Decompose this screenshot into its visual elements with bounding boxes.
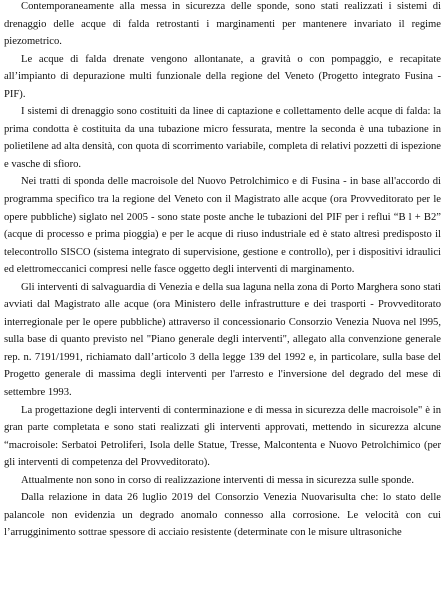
paragraph-safeguard-interventions: Gli interventi di salvaguardia di Venezia e della sua laguna nella zona di Porto Marghera sono stati avviati dal Magistrato alle acque (ora Ministero delle infrastrutture e dei trasporti - Provveditorato interregionale per le opere pubbliche) attraverso il concessionario Consorzio Venezia Nuova nel l995, sulla base di quanto previsto nel "Piano generale degli interventi", allegato alla convenzione generale rep. n. 7191/1991, richiamato dall’articolo 3 della legge 139 del 1992 e, in particolare, sulla base del Progetto generale di massima degli interventi per l'arresto e l'inversione del degrado del mese di settembre 1993. <box>4 281 441 399</box>
paragraph-containment-design: La progettazione degli interventi di conterminazione e di messa in sicurezza delle macroisole" è in gran parte completata e sono stati realizzati gli interventi approvati, mettendo in sicurezza alcune “macroisole: Serbatoi Petroliferi, Isola delle Statue, Tresse, Malcontenta e Nuovo Petrolchimico (per gli interventi di competenza del Provveditorato). <box>4 404 441 469</box>
paragraph-current-status: Attualmente non sono in corso di realizzazione interventi di messa in sicurezza sulle sponde. <box>21 474 415 486</box>
paragraph-drained-water: Le acque di falda drenate vengono allontanate, a gravità o con pompaggio, e recapitate all’impianto di depurazione multi funzionale della regione del Veneto (Progetto integrato Fusina - PIF). <box>4 53 441 100</box>
paragraph-macroisole-shores: Nei tratti di sponda delle macroisole del Nuovo Petrolchimico e di Fusina - in base all'accordo di programma specifico tra la regione del Veneto con il Magistrato alle acque (ora Provveditorato per le opere pubbliche) siglato nel 2005 - sono state poste anche le tubazioni del PIF per i reflui “B l + B2” (acque di processo e prima pioggia) e per le acque di riuso industriale ed è stato altresì predisposto il telecontrollo SISCO (sistema integrato di supervisione, gestione e controllo), per i dispositivi idraulici ed elettromeccanici compresi nelle fasce oggetto degli interventi di marginamento. <box>4 176 441 276</box>
paragraph-drainage-intro: Contemporaneamente alla messa in sicurezza delle sponde, sono stati realizzati i sistemi di drenaggio delle acque di falda retrostanti i marginamenti per mantenere invariato il regime piezometrico. <box>4 1 441 48</box>
paragraph-report-2019: Dalla relazione in data 26 luglio 2019 del Consorzio Venezia Nuovarisulta che: lo stato delle palancole non evidenzia un degrado anomalo connesso alla corrosione. Le velocità con cui l’arrugginimento sottrae spessore di acciaio resistente (determinate con le misure ultrasoniche <box>4 492 441 539</box>
paragraph-drainage-systems: I sistemi di drenaggio sono costituiti da linee di captazione e collettamento delle acque di falda: la prima condotta è costituita da una tubazione micro fessurata, mentre la seconda è una tubazione in polietilene ad alta densità, con quota di scorrimento variabile, completa di relativi pozzetti di ispezione e vasche di sfioro. <box>4 106 441 170</box>
